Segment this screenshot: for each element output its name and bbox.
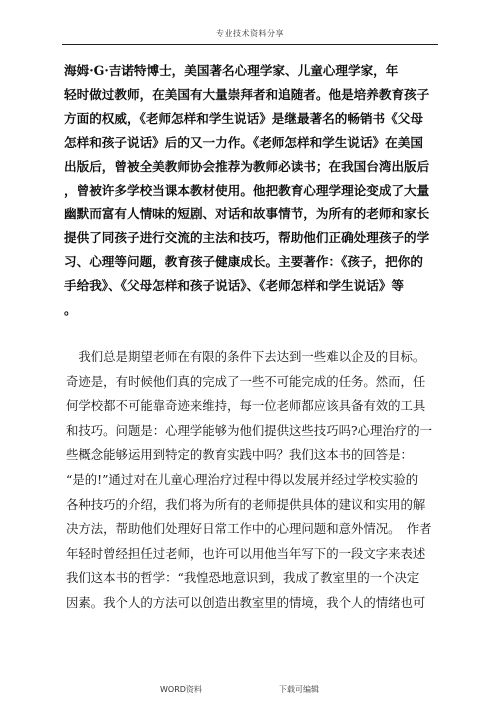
footer-right-label: 下载可编辑 [279, 685, 319, 694]
book-intro-paragraph [66, 345, 438, 616]
text-line: 我们总是期望老师在有限的条件下去达到一些难以企及的目标。 [66, 349, 426, 364]
text-line: 怎样和孩子说话》后的又一力作。《老师怎样和学生说话》在美国 [64, 134, 423, 150]
text-line: 年轻时曾经担任过老师，也许可以用他当年写下的一段文字来表述 [66, 545, 426, 561]
text-line: 奇迹是，有时候他们真的完成了一些不可能完成的任务。然而，任 [66, 373, 426, 389]
text-line: 和技巧。问题是：心理学能够为他们提供这些技巧吗?心理治疗的一 [66, 422, 432, 438]
footer-left-label: WORD资料 [160, 685, 202, 694]
text-line: 各种技巧的介绍，我们将为所有的老师提供具体的建议和实用的解 [66, 496, 426, 512]
header-divider [62, 44, 438, 45]
text-line: 轻时做过教师，在美国有大量崇拜者和追随者。他是培养教育孩子 [64, 86, 430, 102]
text-line: 何学校都不可能靠奇迹来维持，每一位老师都应该具备有效的工具 [66, 398, 426, 414]
text-line: 习、心理等问题，教育孩子健康成长。主要著作：《孩子，把你的 [64, 254, 423, 270]
text-line: 方面的权威，《老师怎样和学生说话》是继最著名的畅销书《父母 [64, 110, 423, 126]
text-line: 手给我》、《父母怎样和孩子说话》、《老师怎样和学生说话》等 [64, 278, 405, 294]
text-line: 些概念能够运用到特定的教育实践中吗？我们这本书的回答是： [66, 447, 413, 463]
text-line: ，曾被许多学校当课本教材使用。他把教育心理学理论变成了大量 [64, 182, 430, 198]
text-line: 幽默而富有人情味的短剧、对话和故事情节，为所有的老师和家长 [64, 206, 430, 222]
text-line: 因素。我个人的方法可以创造出教室里的情境，我个人的情绪也可 [66, 594, 426, 610]
author-bio-paragraph [64, 59, 436, 322]
text-line: 提供了同孩子进行交流的主法和技巧，帮助他们正确处理孩子的学 [64, 230, 430, 246]
text-line: 我们这本书的哲学：“我惶恐地意识到，我成了教室里的一个决定 [66, 570, 420, 586]
text-line: 海姆·G·吉诺特博士，美国著名心理学家、儿童心理学家，年 [64, 63, 399, 78]
text-line: 出版后，曾被全美教师协会推荐为教师必读书；在我国台湾出版后 [64, 158, 430, 174]
text-line: 。 [64, 302, 77, 318]
page-footer [0, 684, 500, 696]
page-header: 专业技术资料分享 [216, 29, 284, 38]
text-line: “是的!”通过对在儿童心理治疗过程中得以发展并经过学校实验的 [66, 471, 419, 487]
text-line: 决方法，帮助他们处理好日常工作中的心理问题和意外情况。 作者 [66, 521, 432, 537]
